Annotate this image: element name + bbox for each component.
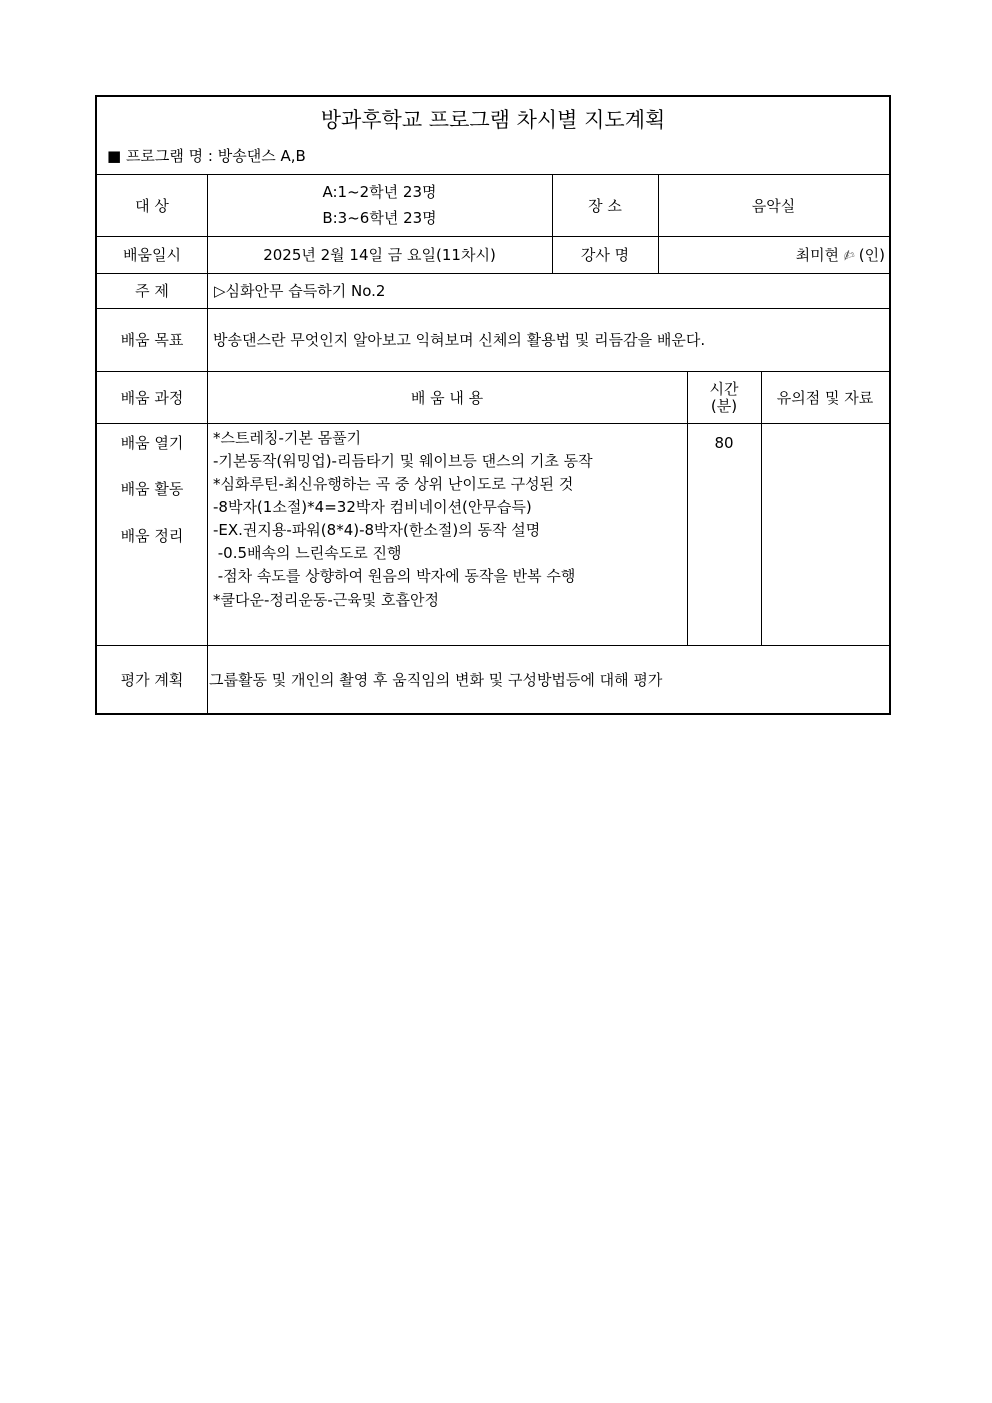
stage-activity: 배움 활동 (120, 480, 184, 498)
content-line: -기본동작(워밍업)-리듬타기 및 웨이브등 댄스의 기초 동작 (213, 452, 593, 470)
rule-time-notes (761, 371, 762, 646)
seal-mark: (인) (858, 246, 885, 264)
rule-after-header (97, 174, 889, 175)
date-value: 2025년 2월 14일 금 요일(11차시) (263, 246, 496, 264)
page-title: 방과후학교 프로그램 차시별 지도계획 (320, 108, 666, 132)
rule-after-goal (97, 371, 889, 372)
instructor-signature-field (658, 246, 885, 265)
program-name: ■ 프로그램 명 : 방송댄스 A,B (107, 147, 306, 165)
process-header: 배움 과정 (120, 389, 184, 407)
goal-value: 방송댄스란 무엇인지 알아보고 익혀보며 신체의 활용법 및 리듬감을 배운다. (213, 331, 706, 349)
date-label: 배움일시 (123, 246, 181, 264)
stage-opening: 배움 열기 (120, 434, 184, 452)
time-value: 80 (714, 434, 734, 452)
instructor-label: 강사 명 (580, 246, 630, 264)
rule-after-topic (97, 308, 889, 309)
signature-mark-icon: ✍ (840, 246, 858, 266)
stage-closing: 배움 정리 (120, 527, 184, 545)
target-line-1: A:1~2학년 23명 (322, 183, 437, 201)
content-line: -EX.권지용-파워(8*4)-8박자(한소절)의 동작 설명 (213, 521, 541, 539)
target-label: 대 상 (135, 197, 169, 215)
rule-after-content (97, 645, 889, 646)
evaluation-label: 평가 계획 (120, 671, 184, 689)
topic-value: ▷심화안무 습득하기 No.2 (214, 282, 386, 300)
evaluation-value: 그룹활동 및 개인의 촬영 후 움직임의 변화 및 구성방법등에 대해 평가 (209, 671, 663, 689)
time-header-line-2: (분) (710, 397, 738, 415)
goal-label: 배움 목표 (120, 331, 184, 349)
content-line: *스트레칭-기본 몸풀기 (213, 429, 362, 447)
content-line: -점차 속도를 상향하여 원음의 박자에 동작을 반복 수행 (213, 567, 576, 585)
content-line: -8박자(1소절)*4=32박자 컴비네이션(안무습득) (213, 498, 532, 516)
topic-label: 주 제 (135, 282, 169, 300)
content-line: *쿨다운-정리운동-근육및 호흡안정 (213, 591, 439, 609)
time-header-line-1: 시간 (709, 380, 739, 398)
content-line: *심화루틴-최신유행하는 곡 중 상위 난이도로 구성된 것 (213, 475, 574, 493)
rule-after-process-header (97, 423, 889, 424)
place-value: 음악실 (751, 197, 796, 215)
content-line: -0.5배속의 느린속도로 진행 (213, 544, 402, 562)
instructor-name: 최미현 (795, 246, 840, 264)
place-label: 장 소 (588, 197, 622, 215)
notes-header: 유의점 및 자료 (776, 389, 874, 407)
target-line-2: B:3~6학년 23명 (322, 209, 437, 227)
rule-after-date (97, 273, 889, 274)
rule-after-target (97, 236, 889, 237)
lesson-plan-table (95, 95, 891, 715)
content-header: 배 움 내 용 (410, 389, 484, 407)
